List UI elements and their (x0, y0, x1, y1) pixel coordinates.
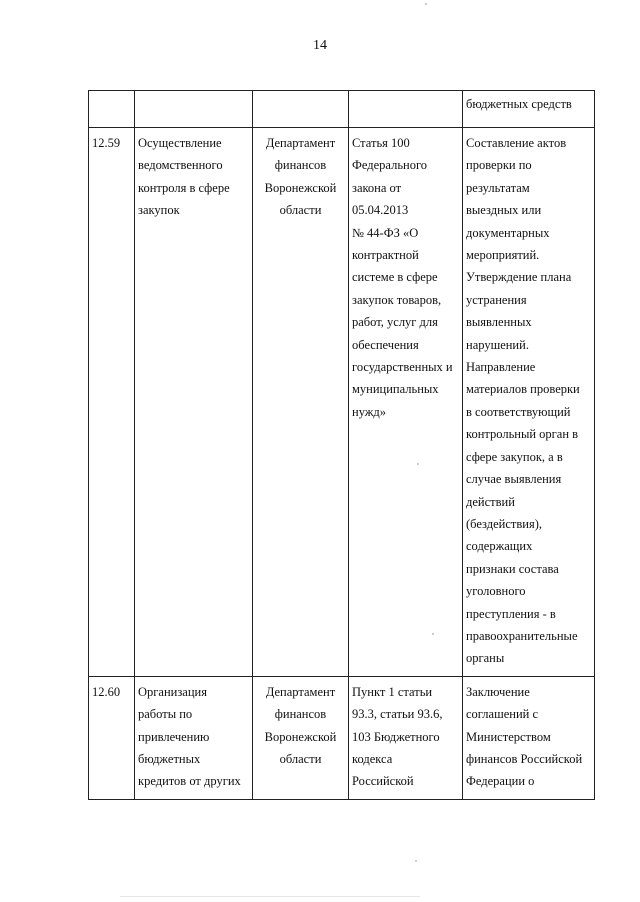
text-line: Министерством (466, 729, 551, 744)
department-text (256, 677, 345, 777)
text-line: Департамент (265, 136, 336, 150)
text-line: Российской (352, 774, 414, 789)
cell-number: 12.59 (89, 128, 135, 677)
cell-result (463, 128, 595, 677)
cell-department (253, 676, 349, 799)
text-line: Воронежской (264, 180, 337, 195)
result-text (466, 91, 591, 115)
text-line: проверки по (466, 158, 532, 173)
text-line: Составление актов (466, 136, 567, 150)
page-number: 14 (313, 38, 327, 53)
cell-legal-basis (349, 128, 463, 677)
cell-department (253, 91, 349, 128)
text-line: финансов (274, 158, 327, 173)
activity-text (138, 128, 249, 228)
text-line: Утверждение плана (466, 270, 572, 285)
text-line: Департамент (265, 684, 336, 699)
text-line: Воронежской (264, 729, 337, 744)
cell-department (253, 128, 349, 677)
text-line: кодекса (352, 751, 393, 766)
text-line: мероприятий. (466, 248, 540, 263)
text-line: бюджетных (138, 751, 201, 766)
text-line: области (279, 203, 322, 218)
text-line: обеспечения (352, 337, 419, 352)
text-line: муниципальных (352, 382, 439, 397)
text-line: финансов (274, 707, 327, 722)
text-line: работ, услуг для (352, 315, 438, 330)
text-line: выездных или (466, 203, 542, 218)
result-text (466, 128, 591, 676)
text-line: устранения (466, 292, 527, 307)
text-line: контрольный орган в (466, 427, 579, 442)
text-line: признаки состава (466, 561, 559, 576)
scan-speck (417, 463, 419, 465)
text-line: Организация (138, 684, 207, 699)
activities-table (88, 90, 595, 800)
text-line: соглашений с (466, 707, 538, 722)
text-line: нарушений. (466, 337, 529, 352)
cell-number (89, 91, 135, 128)
text-line: преступления - в (466, 606, 556, 621)
text-line: привлечению (138, 729, 210, 744)
scan-edge-line (120, 896, 420, 897)
text-line: 93.3, статьи 93.6, (352, 707, 443, 722)
text-line: Статья 100 (352, 136, 410, 150)
text-line: нужд» (352, 404, 387, 419)
text-line: закупок (138, 203, 180, 218)
text-line: уголовного (466, 584, 526, 599)
cell-activity (135, 91, 253, 128)
text-line: правоохранительные (466, 628, 578, 643)
legal-basis-text (352, 677, 459, 799)
text-line: закона от (352, 180, 402, 195)
text-line: бюджетных средств (466, 97, 572, 111)
text-line: документарных (466, 225, 550, 240)
cell-result (463, 676, 595, 799)
text-line: Осуществление (138, 136, 222, 150)
text-line: содержащих (466, 539, 533, 554)
text-line: материалов проверки (466, 382, 580, 397)
table-row (89, 91, 595, 128)
text-line: случае выявления (466, 472, 562, 487)
cell-number: 12.60 (89, 676, 135, 799)
scan-speck (432, 633, 434, 635)
text-line: государственных и (352, 360, 453, 375)
text-line: (бездействия), (466, 516, 543, 531)
activity-text (138, 677, 249, 799)
text-line: № 44-ФЗ «О (352, 225, 419, 240)
text-line: выявленных (466, 315, 532, 330)
cell-result (463, 91, 595, 128)
text-line: Пункт 1 статьи (352, 684, 433, 699)
text-line: результатам (466, 180, 530, 195)
text-line: Федерации о (466, 774, 535, 789)
cell-activity (135, 128, 253, 677)
department-text (256, 128, 345, 228)
scan-speck (415, 860, 417, 862)
text-line: контрактной (352, 248, 419, 263)
scan-speck (425, 3, 427, 5)
legal-basis-text (352, 128, 459, 429)
result-text (466, 677, 591, 799)
cell-legal-basis (349, 91, 463, 128)
text-line: 103 Бюджетного (352, 729, 440, 744)
text-line: ведомственного (138, 158, 223, 173)
table-row (89, 128, 595, 677)
text-line: области (279, 751, 322, 766)
text-line: кредитов от других (138, 774, 241, 789)
text-line: финансов Российской (466, 751, 583, 766)
text-line: в соответствующий (466, 404, 571, 419)
text-line: Заключение (466, 684, 530, 699)
text-line: сфере закупок, а в (466, 449, 563, 464)
text-line: действий (466, 494, 515, 509)
table-row (89, 676, 595, 799)
cell-legal-basis (349, 676, 463, 799)
text-line: органы (466, 651, 505, 666)
text-line: Федерального (352, 158, 428, 173)
text-line: Направление (466, 360, 536, 375)
cell-activity (135, 676, 253, 799)
text-line: 05.04.2013 (352, 203, 409, 218)
text-line: работы по (138, 707, 193, 722)
text-line: закупок товаров, (352, 292, 442, 307)
text-line: системе в сфере (352, 270, 438, 285)
text-line: контроля в сфере (138, 180, 230, 195)
